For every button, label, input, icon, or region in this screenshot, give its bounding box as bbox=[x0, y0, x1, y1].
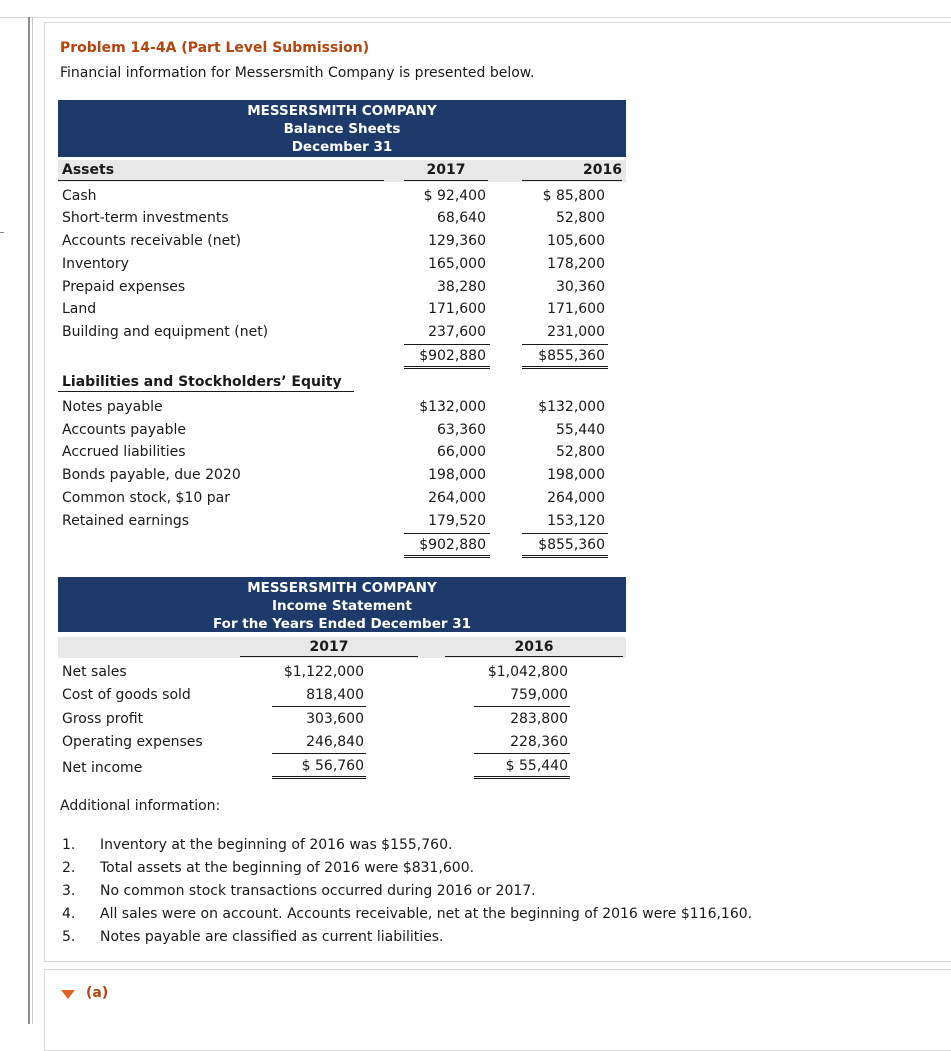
is-period: For the Years Ended December 31 bbox=[213, 616, 471, 632]
asset-label: Accounts receivable (net) bbox=[62, 233, 242, 249]
left-tick bbox=[0, 232, 4, 233]
bs-year-2016-rule bbox=[522, 180, 622, 181]
is-opex-rule-2016 bbox=[474, 753, 570, 754]
asset-label: Building and equipment (net) bbox=[62, 324, 269, 340]
liability-2017: 63,360 bbox=[437, 422, 486, 438]
is-row-2016: 228,360 bbox=[510, 734, 568, 750]
is-year-2017: 2017 bbox=[309, 639, 349, 655]
is-row-label: Net sales bbox=[62, 664, 127, 680]
left-border bbox=[28, 17, 30, 1024]
list-item-text: Notes payable are classified as current liabilities. bbox=[100, 929, 444, 945]
asset-2017: 171,600 bbox=[428, 301, 486, 317]
asset-2016: 231,000 bbox=[547, 324, 605, 340]
liability-2016: 52,800 bbox=[556, 444, 605, 460]
list-item-text: All sales were on account. Accounts receivable, net at the beginning of 2016 were $116,160. bbox=[100, 906, 753, 922]
balance-sheet-header bbox=[58, 100, 626, 157]
part-a-toggle[interactable]: (a) bbox=[86, 985, 109, 1001]
assets-total-2016: $855,360 bbox=[538, 348, 605, 364]
assets-total-double-rule-2016 bbox=[522, 366, 608, 369]
asset-2017: 38,280 bbox=[437, 279, 486, 295]
is-year-2016-rule bbox=[445, 656, 623, 657]
bs-company: MESSERSMITH COMPANY bbox=[247, 103, 437, 119]
is-netincome-double-rule-2016 bbox=[474, 776, 570, 779]
list-item-text: Inventory at the beginning of 2016 was $155,760. bbox=[100, 837, 453, 853]
liab-total-2017: $902,880 bbox=[419, 537, 486, 553]
asset-label: Land bbox=[62, 301, 97, 317]
liabilities-heading-rule bbox=[58, 391, 354, 392]
list-item-text: Total assets at the beginning of 2016 were $831,600. bbox=[100, 860, 475, 876]
list-item-number: 2. bbox=[62, 860, 76, 876]
asset-2016: 30,360 bbox=[556, 279, 605, 295]
is-row-label: Cost of goods sold bbox=[62, 687, 191, 703]
asset-2016: 171,600 bbox=[547, 301, 605, 317]
is-title: Income Statement bbox=[271, 598, 413, 614]
liab-subtotal-rule-2017 bbox=[404, 533, 490, 534]
asset-label: Short-term investments bbox=[62, 210, 229, 226]
list-item-number: 5. bbox=[62, 929, 76, 945]
liability-2017: $132,000 bbox=[419, 399, 486, 415]
liab-subtotal-rule-2016 bbox=[522, 533, 608, 534]
asset-label: Prepaid expenses bbox=[62, 279, 186, 295]
is-row-2016: $1,042,800 bbox=[487, 664, 568, 680]
is-row-label: Net income bbox=[62, 760, 143, 776]
assets-subtotal-rule-2017 bbox=[404, 344, 490, 345]
liability-label: Notes payable bbox=[62, 399, 163, 415]
is-row-2017: 818,400 bbox=[306, 687, 364, 703]
asset-2016: 105,600 bbox=[547, 233, 605, 249]
asset-2017: 165,000 bbox=[428, 256, 486, 272]
liab-total-double-rule-2016 bbox=[522, 555, 608, 558]
additional-info-label: Additional information: bbox=[60, 798, 221, 814]
asset-2016: $ 85,800 bbox=[542, 188, 605, 204]
is-row-2017: $1,122,000 bbox=[283, 664, 364, 680]
liability-label: Bonds payable, due 2020 bbox=[62, 467, 241, 483]
bs-year-2017: 2017 bbox=[426, 162, 466, 178]
problem-title: Problem 14-4A (Part Level Submission) bbox=[60, 40, 370, 56]
asset-2017: 68,640 bbox=[437, 210, 486, 226]
is-row-2017: 303,600 bbox=[306, 711, 364, 727]
asset-2017: 237,600 bbox=[428, 324, 486, 340]
liab-total-2016: $855,360 bbox=[538, 537, 605, 553]
is-cogs-rule-2016 bbox=[474, 706, 570, 707]
is-row-2016: 759,000 bbox=[510, 687, 568, 703]
is-year-2016: 2016 bbox=[514, 639, 554, 655]
is-row-2016: $ 55,440 bbox=[505, 758, 568, 774]
liability-label: Common stock, $10 par bbox=[62, 490, 230, 506]
assets-heading: Assets bbox=[62, 162, 115, 178]
list-item-number: 1. bbox=[62, 837, 76, 853]
asset-2017: 129,360 bbox=[428, 233, 486, 249]
income-statement-header bbox=[58, 577, 626, 632]
part-panel bbox=[44, 969, 951, 1051]
liability-2017: 66,000 bbox=[437, 444, 486, 460]
list-item-number: 4. bbox=[62, 906, 76, 922]
liability-2017: 198,000 bbox=[428, 467, 486, 483]
list-item-number: 3. bbox=[62, 883, 76, 899]
assets-total-2017: $902,880 bbox=[419, 348, 486, 364]
assets-heading-rule bbox=[58, 180, 384, 181]
assets-subtotal-rule-2016 bbox=[522, 344, 608, 345]
is-cogs-rule-2017 bbox=[272, 706, 366, 707]
liability-2016: 264,000 bbox=[547, 490, 605, 506]
asset-label: Cash bbox=[62, 188, 97, 204]
is-row-2017: 246,840 bbox=[306, 734, 364, 750]
is-row-label: Operating expenses bbox=[62, 734, 203, 750]
is-year-2017-rule bbox=[240, 656, 418, 657]
collapse-triangle-icon[interactable] bbox=[61, 990, 75, 999]
is-company: MESSERSMITH COMPANY bbox=[247, 580, 437, 596]
liability-label: Retained earnings bbox=[62, 513, 190, 529]
liability-label: Accrued liabilities bbox=[62, 444, 186, 460]
top-divider bbox=[0, 17, 951, 18]
is-row-label: Gross profit bbox=[62, 711, 144, 727]
liability-2017: 264,000 bbox=[428, 490, 486, 506]
is-row-2017: $ 56,760 bbox=[301, 758, 364, 774]
asset-2016: 178,200 bbox=[547, 256, 605, 272]
asset-label: Inventory bbox=[62, 256, 129, 272]
is-opex-rule-2017 bbox=[272, 753, 366, 754]
problem-intro: Financial information for Messersmith Company is presented below. bbox=[60, 65, 535, 81]
liability-2016: 55,440 bbox=[556, 422, 605, 438]
bs-year-2016: 2016 bbox=[583, 162, 622, 178]
liability-2016: 153,120 bbox=[547, 513, 605, 529]
liab-total-double-rule-2017 bbox=[404, 555, 490, 558]
asset-2016: 52,800 bbox=[556, 210, 605, 226]
bs-year-2017-rule bbox=[404, 180, 488, 181]
liability-2016: $132,000 bbox=[538, 399, 605, 415]
is-row-2016: 283,800 bbox=[510, 711, 568, 727]
is-netincome-double-rule-2017 bbox=[272, 776, 366, 779]
bs-title: Balance Sheets bbox=[283, 121, 401, 137]
liabilities-heading: Liabilities and Stockholders’ Equity bbox=[62, 374, 342, 390]
assets-total-double-rule-2017 bbox=[404, 366, 490, 369]
liability-2017: 179,520 bbox=[428, 513, 486, 529]
liability-label: Accounts payable bbox=[62, 422, 186, 438]
liability-2016: 198,000 bbox=[547, 467, 605, 483]
bs-date: December 31 bbox=[291, 139, 393, 155]
left-border-inner bbox=[32, 17, 33, 1024]
asset-2017: $ 92,400 bbox=[423, 188, 486, 204]
list-item-text: No common stock transactions occurred during 2016 or 2017. bbox=[100, 883, 536, 899]
